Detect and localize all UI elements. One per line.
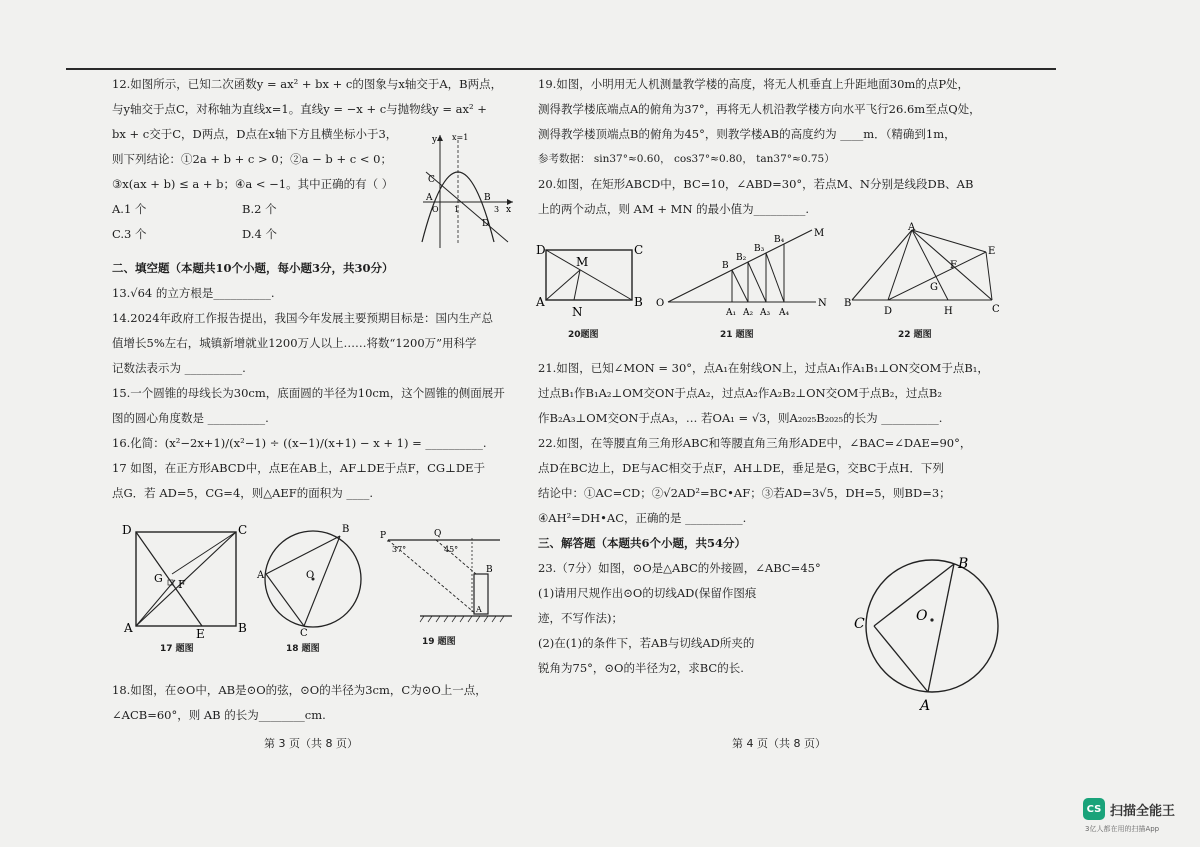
q17-square-figure [120,522,250,640]
q23-label-c: C [854,616,865,632]
q12-label-a: A [426,193,433,203]
q12-option-c: C.3 个 [112,227,147,241]
q22-line-3: 结论中：①AC=CD；②√2AD²=BC•AF；③若AD=3√5，DH=5，则BD=3； [538,486,951,500]
q21-label-a2: A₂ [743,308,754,318]
q15-line-1: 15.一个圆锥的母线长为30cm，底面圆的半径为10cm，这个圆锥的侧面展开 [112,386,505,400]
q18-circle-figure [256,520,372,638]
q12-label-x1: x=1 [452,133,469,142]
q19-line-1: 19.如图，小明用无人机测量教学楼的高度，将无人机垂直上升距地面30m的点P处， [538,77,970,91]
scanner-logo-icon: CS [1083,798,1105,820]
q17-label-e: E [196,627,205,640]
q22-line-4: ④AH²=DH•AC，正确的是 __________. [538,511,747,525]
q19-drone-figure [376,528,516,628]
q22-label-e: E [988,246,996,257]
q12-line-4: 则下列结论：①2a + b + c > 0；②a − b + c < 0； [112,152,392,166]
q19-line-3: 测得教学楼顶端点B的俯角为45°，则教学楼AB的高度约为 ____m．（精确到1m， [538,127,956,141]
left-column-bottom [112,678,517,728]
q12-option-d: D.4 个 [242,227,277,241]
caption-fig20: 20题图 [568,330,599,340]
q23-line-3: 迹，不写作法)； [538,611,623,625]
footer-page-3: 第 3 页（共 8 页） [264,737,358,750]
q21-label-o: O [656,298,665,309]
q21-line-1: 21.如图，已知∠MON = 30°，点A₁在射线ON上，过点A₁作A₁B₁⊥ON交OM于点B₁， [538,361,989,375]
q12-line-5: ③x(ax + b) ≤ a + b；④a < −1。其中正确的有（ ） [112,177,394,191]
q14-line-1: 14.2024年政府工作报告提出，我国今年发展主要预期目标是：国内生产总 [112,311,494,325]
q17-label-d: D [122,523,132,537]
q21-label-b4: B₄ [774,235,785,245]
q21-line-3: 作B₂A₃⊥OM交ON于点A₃，… 若OA₁ = √3，则A₂₀₂₅B₂₀₂₅的长为 __________. [538,411,943,425]
caption-fig22: 22 题图 [898,330,932,340]
q18-label-o: O [306,570,315,581]
scanner-brand-name: 扫描全能王 [1110,803,1176,819]
caption-fig21: 21 题图 [720,330,754,340]
q12-label-c: C [428,175,435,185]
scanner-tagline: 3亿人都在用的扫描App [1085,825,1160,833]
section-3-heading: 三、解答题（本题共6个小题，共54分） [538,536,747,550]
q21-label-a4: A₄ [779,308,790,318]
q19-label-45deg: 45° [444,545,459,554]
caption-fig17: 17 题图 [160,644,194,654]
q17-line-2: 点G．若 AD=5，CG=4，则△AEF的面积为 ____. [112,486,374,500]
q14-line-2: 值增长5%左右，城镇新增就业1200万人以上……将数“1200万”用科学 [112,336,477,350]
q19-line-4: 参考数据： sin37°≈0.60， cos37°≈0.80， tan37°≈0.75） [538,153,835,165]
q16: 16.化简：(x²−2x+1)/(x²−1) ÷ ((x−1)/(x+1) − x + 1) = __________. [112,436,487,450]
q20-line-2: 上的两个动点，则 AM + MN 的最小值为_________. [538,202,810,216]
q22-label-b: B [844,298,852,309]
q23-label-o: O [916,608,928,624]
right-column [538,72,1058,222]
q12-label-y: y [432,135,438,145]
q12-label-3: 3 [494,205,500,214]
q21-label-b3: B₃ [754,244,765,254]
q12-label-b: B [484,193,491,203]
q23-line-5: 锐角为75°，⊙O的半径为2，求BC的长. [538,661,744,675]
q19-label-p: P [380,531,387,541]
q14-line-3: 记数法表示为 __________. [112,361,246,375]
q18-label-a: A [257,570,265,581]
q20-label-n: N [572,305,583,318]
q12-parabola-figure [418,130,518,250]
q12-label-d: D [482,219,490,229]
q22-label-g: G [930,282,938,293]
q22-label-h: H [944,306,953,317]
q18-label-b: B [342,524,350,535]
q12-line-3: bx + c交于C，D两点，D点在x轴下方且横坐标小于3， [112,127,398,141]
q17-label-c: C [238,523,248,537]
q12-label-1: 1 [454,205,460,214]
q17-line-1: 17 如图，在正方形ABCD中，点E在AB上，AF⊥DE于点F，CG⊥DE于 [112,461,486,475]
q21-label-b2: B₂ [736,253,747,263]
q20-rectangle-figure [534,240,646,318]
q13: 13.√64 的立方根是__________. [112,286,275,300]
q23-circle-figure [850,552,1020,712]
q21-label-a1: A₁ [726,308,737,318]
footer-page-4: 第 4 页（共 8 页） [732,737,826,750]
q12-label-xaxis: x [506,205,512,215]
q21-label-b1: B [722,261,729,271]
q17-label-f: F [178,578,186,591]
q23-line-1: 23.（7分）如图，⊙O是△ABC的外接圆，∠ABC=45° [538,561,821,575]
scanner-watermark [1083,798,1175,820]
q23-label-b: B [958,556,969,572]
q19-line-2: 测得教学楼底端点A的俯角为37°，再将无人机沿教学楼方向水平飞行26.6m至点Q处， [538,102,981,116]
q21-label-m: M [814,228,825,239]
q22-label-c: C [992,304,1000,315]
caption-fig18: 18 题图 [286,644,320,654]
caption-fig19: 19 题图 [422,637,456,647]
q15-line-2: 图的圆心角度数是 __________. [112,411,269,425]
q19-label-a: A [476,605,482,614]
q23-line-4: (2)在(1)的条件下，若AB与切线AD所夹的 [538,636,755,650]
q23-line-2: (1)请用尺规作出⊙O的切线AD(保留作图痕 [538,586,757,600]
section-2-heading: 二、填空题（本题共10个小题，每小题3分，共30分） [112,261,394,275]
q20-label-c: C [634,243,644,257]
q20-label-m: M [576,255,589,269]
q20-label-d: D [536,243,546,257]
q12-line-1: 12.如图所示，已知二次函数y = ax² + bx + c的图象与x轴交于A，B两点， [112,77,503,91]
q20-line-1: 20.如图，在矩形ABCD中，BC=10，∠ABD=30°，若点M、N分别是线段DB、AB [538,177,974,191]
q18-label-c: C [300,628,308,638]
q22-label-f: F [950,260,957,271]
q21-angle-figure [652,226,834,318]
q17-label-g: G [154,572,163,585]
q21-line-2: 过点B₁作B₁A₂⊥OM交ON于点A₂，过点A₂作A₂B₂⊥ON交OM于点B₂，过点B₂ [538,386,942,400]
q22-line-1: 22.如图，在等腰直角三角形ABC和等腰直角三角形ADE中，∠BAC=∠DAE=90°， [538,436,972,450]
q20-label-b: B [634,295,643,309]
q18-line-2: ∠ACB=60°，则 AB 的长为________cm. [112,708,326,722]
q12-option-b: B.2 个 [242,202,277,216]
q12-line-2: 与y轴交于点C，对称轴为直线x=1。直线y = −x + c与抛物线y = ax² + [112,102,487,116]
q22-label-a: A [908,222,916,233]
q20-label-a: A [536,295,545,309]
q21-label-n: N [818,298,827,309]
top-rule [66,68,1056,70]
q17-label-b: B [238,621,247,635]
q19-label-b: B [486,565,493,575]
q18-line-1: 18.如图，在⊙O中，AB是⊙O的弦，⊙O的半径为3cm，C为⊙O上一点， [112,683,487,697]
q19-label-37deg: 37° [392,545,407,554]
q22-line-2: 点D在BC边上，DE与AC相交于点F，AH⊥DE，垂足是G，交BC于点H．下列 [538,461,944,475]
q22-label-d: D [884,306,893,317]
q22-triangle-figure [844,222,1004,318]
q12-option-a: A.1 个 [112,202,147,216]
q19-label-q: Q [434,529,442,539]
q12-label-o: O [432,205,439,214]
q23-label-a: A [920,698,931,712]
q17-label-a: A [124,621,133,635]
q21-label-a3: A₃ [760,308,771,318]
